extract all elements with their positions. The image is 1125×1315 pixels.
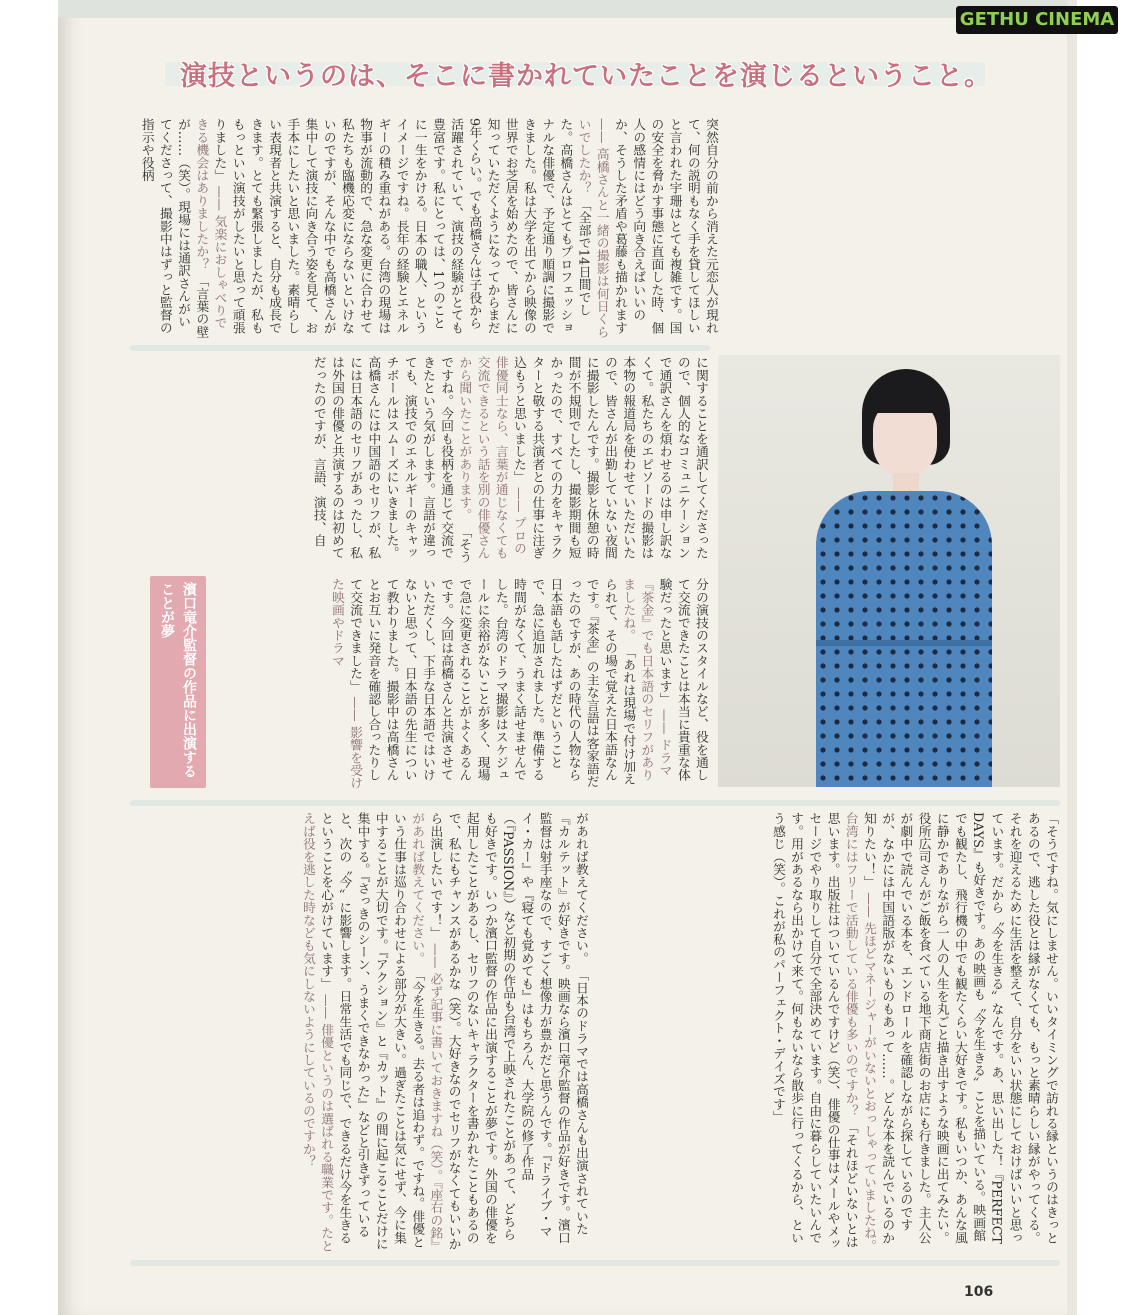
question: —— 俳優というのは選ばれる職業です。たとえば役を逃した時なども気にしないようにしているのですか？ bbox=[300, 812, 335, 1252]
page-right-edge bbox=[1067, 0, 1077, 1315]
paragraph: 「そうですね。気にしません。いいタイミングで訪れる縁というのはきっとあるので、逃した役とは縁がなくても、もっと素晴らしい縁がやってくる。それを迎えるために生活を整えて、自分をいい状態にしておけばいいと思っています。だから〝今を生きる〟なんです。あ、思い出した！『PERFECT DAYS』も好きです。あの映画も〝今を生きる〟ことを描いている。映画館でも観たし、飛行機の中でも観たくらい大好きです。私もいつか、あんな風に静かでありながら一人の人生を丸ごと描き出すような映画に出てみたい。役所広司さんがご飯を食べている地下商店街のお店にも行きました。主人公が劇中で読んでいる本を、エンドロールを確認しながら探しているのですが、なかには中国語版がないものもあって……。どんな本を読んでいるのか知りたい！」 bbox=[861, 812, 1059, 1244]
divider-brush bbox=[130, 1260, 1060, 1266]
divider-brush bbox=[130, 800, 1060, 806]
subheading-box bbox=[150, 576, 206, 788]
paragraph: 突然自分の前から消えた元恋人が現れて、何の説明もなく手を貸してほしいと言われた宇珊はとても複雑です。国の安全を脅かす事態に直面した時、個人の感情にはどう向き合えばいいのか、そうした矛盾や葛藤も描かれます bbox=[612, 118, 719, 334]
question: —— 高橋さんと一緒の撮影は何日くらいでしたか？ bbox=[576, 118, 610, 338]
watermark-logo bbox=[956, 6, 1118, 34]
paragraph: 「言葉の壁が……（笑）。現場には通訳さんがいてくださって、撮影中はずっと監督の指示や役柄 bbox=[139, 118, 210, 338]
question: —— プロの俳優同士なら、言葉が通じなくても交流できるという話を別の俳優さんから聞いたことがあります。 bbox=[457, 356, 527, 560]
paragraph: があれば教えてください。 bbox=[574, 812, 589, 965]
subheading: 濱口竜介監督の作品に出演することが夢 bbox=[159, 582, 197, 778]
paragraph: に関することを通訳してくださったので、個人的なコミュニケーションで通訳さんを煩わせるのは申し訳なくて。私たちのエピソードの撮影は本物の報道局を使わせていただいたので、皆さんが出勤していない夜間に撮影したんです。撮影と休憩の時間が不規則でしたし、撮影期間も短かったので、すべての力をキャラクターと敬する共演者との仕事に注ぎ込もうと思いました」 bbox=[511, 356, 709, 560]
question: —— ドラマ『茶金』でも日本語のセリフがありましたね。 bbox=[621, 578, 673, 782]
photo-dress-belt bbox=[816, 640, 992, 646]
paragraph: 「そうですね。今回も役柄を通じて交流できたという気がします。言語が違っても、演技でのエネルギーのキャッチボールはスムーズにいきました。高橋さんには中国語のセリフが、私には日本語のセリフがあったし、私は外国の俳優と共演するのは初めてだったのですが、言語、演技、自 bbox=[311, 356, 473, 564]
photo-bangs bbox=[869, 395, 941, 413]
paragraph: 「あれは現場で付け加えられて、その場で覚えた日本語なんです。『茶金』の主な言語は客家語だったのですが、あの時代の人物なら日本語も話したはずだということで、急に追加されました。準備する時間がなくて、うまく話せませんでした。台湾のドラマ撮影はスケジュールに余裕がないことが多く、現場で急に変更されることがよくあるんです。今回は高橋さんと共演させていただくし、下手な日本語ではいけないと思って、日本語の先生について教わりました。撮影中は高橋さんとお互いに発音を確認し合ったりして交流できました」 bbox=[348, 578, 637, 788]
photo-polka-dot-dress bbox=[816, 491, 992, 787]
question: —— 気楽におしゃべりできる機会はありましたか？ bbox=[194, 118, 228, 330]
paragraph: 「今を生きる。去る者は追わず。ですね。俳優という仕事は巡り合わせによる部分が大きい。過ぎたことは気にせず、今に集中することが大切です。『アクション』と『カット』の間に起こることだけに集中する。『さっきのシーン、うまくできなかった』などと引きずっていると、次の〝今〟に影響します。日常生活でも同じで、できるだけ今を生きるということを心がけています」 bbox=[319, 812, 426, 1251]
paragraph: 「それほどいないとは思います。出版社はついているんですけど（笑）、俳優の仕事はメールやメッセージでやり取りして自分で全部決めています。自由に暮らしていたいんです。用があるなら出かけて来て。何もないなら散歩に行ってくるから、という感じ（笑）。これが私のパーフェクト・デイズです」 bbox=[770, 812, 859, 1251]
question: —— 必ず記事に書いておきますね（笑）。『座右の銘』があれば教えてください。 bbox=[410, 812, 444, 1252]
divider-brush bbox=[130, 345, 710, 351]
middle-text-block bbox=[214, 356, 710, 566]
lower-text-block bbox=[120, 812, 590, 1252]
logo-text: GETHU CINEMA bbox=[959, 9, 1115, 30]
photo-side-text-block bbox=[214, 578, 710, 792]
page-top-edge bbox=[58, 0, 1068, 18]
page-number: 106 bbox=[964, 1284, 994, 1300]
question: —— 先ほどマネージャーがいないとおっしゃっていましたね。台湾にはフリーで活動している俳優も多いのですか？ bbox=[843, 812, 877, 1252]
upper-text-block bbox=[120, 118, 720, 340]
question: —— 影響を受けた映画やドラマ bbox=[329, 578, 364, 790]
headline: 演技というのは、そこに書かれていたことを演じるということ。 bbox=[180, 61, 992, 92]
lower-right-text-block bbox=[600, 812, 1060, 1252]
actress-photo bbox=[718, 355, 1060, 787]
paragraph: 「日本のドラマでは高橋さんも出演されていた『カルテット』が好きです。映画なら濱口竜介監督の作品が好きです。濱口監督は射手座なので、すごく想像力が豊かだと思うんです。『ドライブ・マイ・カー』や『寝ても覚めても』はもちろん、大学院の修了作品（『PASSION』）など初期の作品も台湾で上映されたことがあって、どちらも好きです。いつか濱口監督の作品に出演することが夢です。外国の俳優を起用したことがあるし、セリフのないキャラクターを書かれたこともあるので、私にもチャンスがあるかな（笑）。大好きなのでセリフがなくてもいいから出演したいです！」 bbox=[428, 812, 589, 1251]
paragraph: 「全部で14日間でした。高橋さんはとてもプロフェッショナルな俳優で、予定通り順調に撮影できました。私は大学を出てから映像の世界でお芝居を始めたので、皆さんに知っていただくようになってからまだ9年くらい。でも高橋さんは子役から活躍されていて、演技の経験がとても豊富です。私にとっては、1つのことに一生をかける。日本の職人、というイメージですね。長年の経験とエネルギーの積み重ねがある。台湾の現場は物事が流動的で、急な変更に合わせて私たちも臨機応変にならないといけないのですが、そんな中でも高橋さんが集中して演技に向き合う姿を見て、お手本にしたいと思いました。素晴らしい表現者と共演すると、自分も成長できます。とても緊張しましたが、私ももっといい演技がしたいと思って頑張りました」 bbox=[212, 118, 592, 334]
paragraph: 分の演技のスタイルなど、役を通して交流できたことは本当に貴重な体験だったと思います」 bbox=[657, 578, 709, 782]
